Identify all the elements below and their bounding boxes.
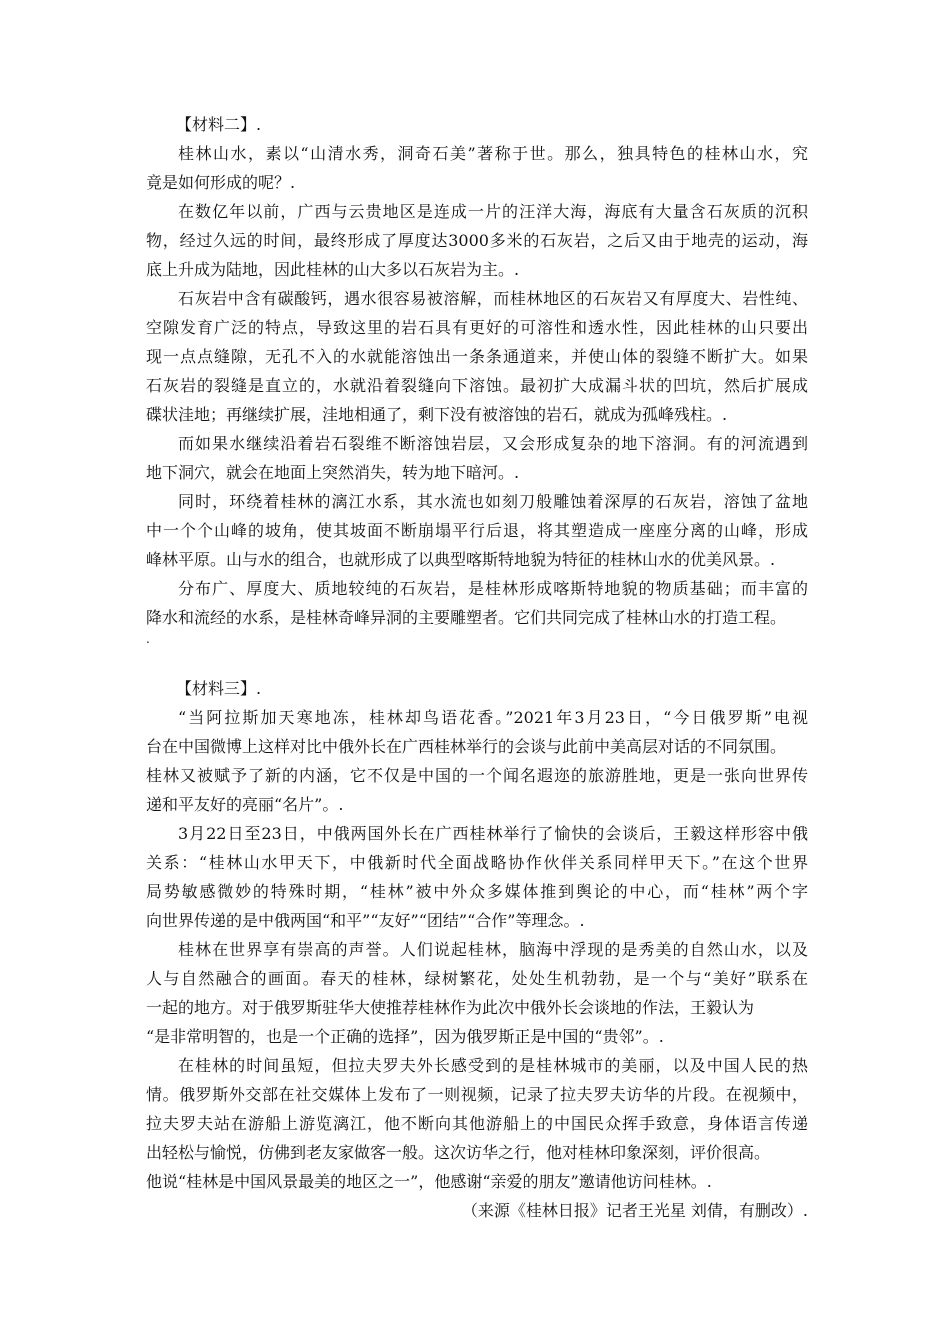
text-line: 分布广、厚度大、质地较纯的石灰岩，是桂林形成喀斯特地貌的物质基础；而丰富的 (178, 579, 808, 598)
text-line: 同时，环绕着桂林的漓江水系，其水流也如刻刀般雕蚀着深厚的石灰岩，溶蚀了盆地 (178, 492, 808, 511)
text-line: 空隙发育广泛的特点，导致这里的岩石具有更好的可溶性和透水性，因此桂林的山只要出 (146, 318, 808, 337)
text-line: 拉夫罗夫站在游船上游览漓江，他不断向其他游船上的中国民众挥手致意，身体语言传递 (146, 1114, 808, 1133)
text-line: “是非常明智的，也是一个正确的选择”，因为俄罗斯正是中国的“贵邻”。. (146, 1027, 664, 1046)
text-line: 桂林在世界享有崇高的声誉。人们说起桂林，脑海中浮现的是秀美的自然山水，以及 (178, 940, 808, 959)
material-two-body (146, 139, 808, 646)
text-line: 人与自然融合的画面。春天的桂林，绿树繁花，处处生机勃勃，是一个与“美好”联系在 (146, 969, 808, 988)
text-line: 3月22日至23日，中俄两国外长在广西桂林举行了愉快的会谈后，王毅这样形容中俄 (178, 824, 808, 843)
text-line: 桂林山水，素以“山清水秀，洞奇石美”著称于世。那么，独具特色的桂林山水，究 (178, 144, 808, 163)
text-line: 关系：“桂林山水甲天下，中俄新时代全面战略协作伙伴关系同样甲天下。”在这个世界 (146, 853, 808, 872)
text-line: 在桂林的时间虽短，但拉夫罗夫外长感受到的是桂林城市的美丽，以及中国人民的热 (178, 1056, 808, 1075)
text-line: 桂林又被赋予了新的内涵，它不仅是中国的一个闻名遐迩的旅游胜地，更是一张向世界传 (146, 766, 808, 785)
source-citation: （来源《桂林日报》记者王光星 刘倩，有删改）. (461, 1201, 808, 1220)
text-line: 情。俄罗斯外交部在社交媒体上发布了一则视频，记录了拉夫罗夫访华的片段。在视频中， (146, 1085, 808, 1104)
text-line: 降水和流经的水系，是桂林奇峰异洞的主要雕塑者。它们共同完成了桂林山水的打造工程。 (146, 608, 787, 627)
text-line: 碟状洼地；再继续扩展，洼地相通了，剩下没有被溶蚀的岩石，就成为孤峰残柱。. (146, 405, 728, 424)
text-line: 而如果水继续沿着岩石裂维不断溶蚀岩层，又会形成复杂的地下溶洞。有的河流遇到 (178, 434, 808, 453)
text-line: 递和平友好的亮丽“名片”。. (146, 795, 344, 814)
text-line: 石灰岩中含有碳酸钙，遇水很容易被溶解，而桂林地区的石灰岩又有厚度大、岩性纯、 (178, 289, 808, 308)
text-line: 出轻松与愉悦，仿佛到老友家做客一般。这次访华之行，他对桂林印象深刻，评价很高。 (146, 1143, 771, 1162)
text-line: 峰林平原。山与水的组合，也就形成了以典型喀斯特地貌为特征的桂林山水的优美风景。. (146, 550, 776, 569)
material-three-body (146, 703, 808, 1225)
text-line: 在数亿年以前，广西与云贵地区是连成一片的汪洋大海，海底有大量含石灰质的沉积 (178, 202, 808, 221)
stray-mark: . (146, 632, 150, 646)
document-page (146, 110, 808, 1225)
text-line: 局势敏感微妙的特殊时期，“桂林”被中外众多媒体推到舆论的中心，而“桂林”两个字 (146, 882, 808, 901)
text-line: 台在中国微博上这样对比中俄外长在广西桂林举行的会谈与此前中美高层对话的不同氛围。 (146, 737, 787, 756)
material-two-heading: 【材料二】. (176, 115, 262, 134)
material-three-heading: 【材料三】. (176, 679, 262, 698)
text-line: 现一点点缝隙，无孔不入的水就能溶蚀出一条条通道来，并使山体的裂缝不断扩大。如果 (146, 347, 808, 366)
text-line: 石灰岩的裂缝是直立的，水就沿着裂缝向下溶蚀。最初扩大成漏斗状的凹坑，然后扩展成 (146, 376, 808, 395)
text-line: 一起的地方。对于俄罗斯驻华大使推荐桂林作为此次中俄外长会谈地的作法，王毅认为 (146, 998, 755, 1017)
section-gap (146, 646, 808, 674)
text-line: 向世界传递的是中俄两国“和平”“友好”“团结”“合作”等理念。. (146, 911, 585, 930)
text-line: 他说“桂林是中国风景最美的地区之一”，他感谢“亲爱的朋友”邀请他访问桂林。. (146, 1172, 712, 1191)
text-line: “当阿拉斯加天寒地冻，桂林却鸟语花香。”2021年3月23日，“今日俄罗斯”电视 (178, 708, 808, 727)
text-line: 中一个个山峰的坡角，使其坡面不断崩塌平行后退，将其塑造成一座座分离的山峰，形成 (146, 521, 808, 540)
text-line: 底上升成为陆地，因此桂林的山大多以石灰岩为主。. (146, 260, 520, 279)
text-line: 地下洞穴，就会在地面上突然消失，转为地下暗河。. (146, 463, 520, 482)
text-line: 竟是如何形成的呢？. (146, 173, 296, 192)
text-line: 物，经过久远的时间，最终形成了厚度达3000多米的石灰岩，之后又由于地壳的运动，海 (146, 231, 808, 250)
